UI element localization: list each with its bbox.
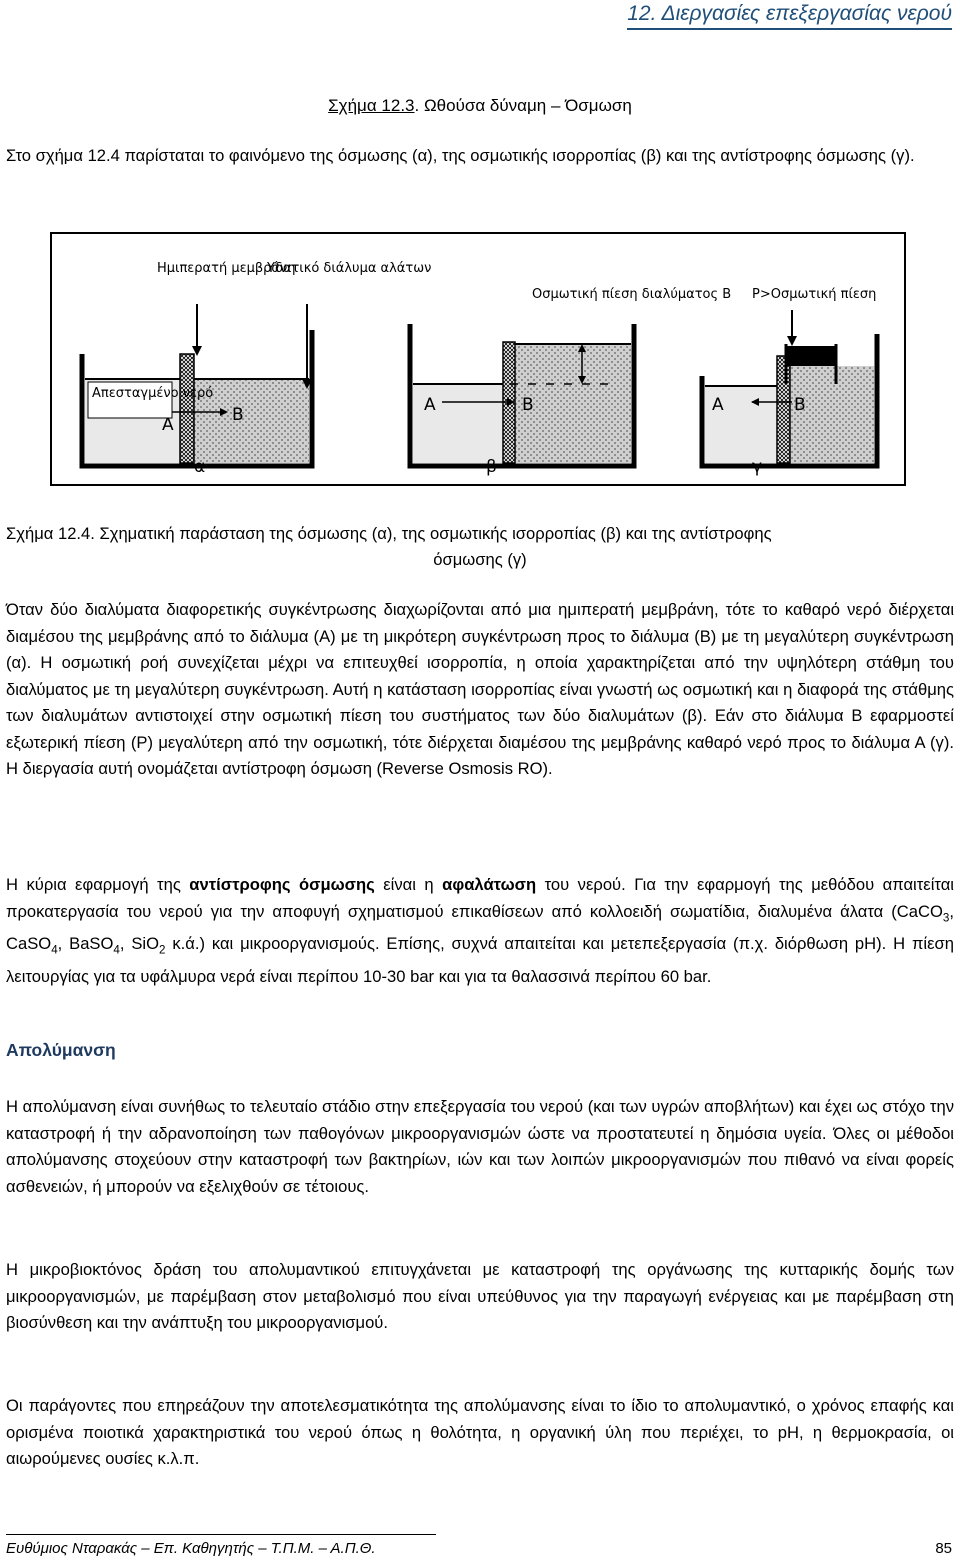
label-b-3: B [794,395,806,415]
label-b-1: B [232,405,244,425]
paragraph-ro-application [6,872,954,991]
panel-beta-label: β [486,457,497,477]
p2-text-g: , BaSO [57,934,114,954]
p2-bold-desalination: αφαλάτωση [442,875,537,894]
p2-sub-2: 4 [51,943,58,957]
figure-caption-line2: όσμωσης (γ) [433,550,527,569]
paragraph-osmosis: Όταν δύο διαλύματα διαφορετικής συγκέντρωσης διαχωρίζονται από μια ημιπερατή μεμβράνη, τότε το καθαρό νερό διέρχεται διαμέσου της μεμβράνης από το διάλυμα (Α) με τη μικρότερη συγκέντρωση προς το διάλυμα (Β) με τη μεγαλύτερη συγκέντρωση (α). Η οσμωτική ροή συνεχίζεται μέχρι να επιτευχθεί ισορροπία, η οποία χαρακτηρίζεται από την υψηλότερη στάθμη του διαλύματος με τη μεγαλύτερη συγκέντρωση. Αυτή η κατάσταση ισορροπίας είναι γνωστή ως οσμωτική και η διαφορά της στάθμης των διαλυμάτων αντιστοιχεί στην οσμωτική πίεση του συστήματος των δύο διαλυμάτων (β). Εάν στο διάλυμα Β εφαρμοστεί εξωτερική πίεση (P) μεγαλύτερη από την οσμωτική, τότε διέρχεται διαμέσου της μεμβράνης καθαρό νερό προς το διάλυμα Α (γ). Η διεργασία αυτή ονομάζεται αντίστροφη όσμωση (Reverse Osmosis RO). [6,600,954,778]
p2-text-h: , SiO [119,934,160,954]
figure-caption [6,521,954,573]
p2-text-f: , CaSO [6,901,954,954]
panel-beta [410,287,731,477]
page-number: 85 [935,1540,952,1557]
chapter-header-title: 12. Διεργασίες επεξεργασίας νερού [627,2,952,30]
p2-bold-ro: αντίστροφης όσμωσης [189,875,375,894]
panel-alpha-label: α [194,457,206,477]
footer-divider [6,1534,436,1535]
label-a-2: A [424,395,436,415]
p-greater-label: P>Οσμωτική πίεση [752,287,877,302]
osmosis-diagram [52,234,904,484]
p2-text-a: Η κύρια εφαρμογή της [6,875,190,894]
osmotic-pressure-label: Οσμωτική πίεση διαλύματος Β [532,287,732,302]
p2-text-i: κ.ά.) και μικροοργανισμούς. Επίσης, συχνά απαιτείται και μετεπεξεργασία (π.χ. διόρθωση pH). Η πίεση λειτουργίας για τα υφάλμυρα νερά είναι περίπου 10-30 bar και για τα θαλασσινά περίπου 60 bar. [6,934,954,987]
distilled-water-label: Απεσταγμένο νερό [92,386,214,401]
membrane-label: Ημιπερατή μεμβράνη [157,261,296,276]
p2-text-e: του νερού. Για την εφαρμογή της μεθόδου απαιτείται προκατεργασία του νερού για την αποφυγή σχηματισμού επικαθίσεων από κολλοειδή σωματίδια, διαλυμένα άλατα (CaCO [6,875,954,921]
previous-figure-caption [0,96,960,116]
figure-caption-line1: Σχήμα 12.4. Σχηματική παράσταση της όσμωσης (α), της οσμωτικής ισορροπίας (β) και της αντίστροφης [6,524,772,543]
intro-paragraph: Στο σχήμα 12.4 παρίσταται το φαινόμενο της όσμωσης (α), της οσμωτικής ισορροπίας (β) και της αντίστροφης όσμωσης (γ). [6,146,915,165]
panel-gamma-label: γ [752,457,763,477]
osmosis-figure [50,232,906,486]
paragraph-biocidal-action: Η μικροβιοκτόνος δράση του απολυμαντικού επιτυγχάνεται με καταστροφή της οργάνωσης της κυτταρικής δομής των μικροοργανισμών, με παρέμβαση στον μεταβολισμό που είναι υπεύθυνος για την παραγωγή ενέργειας και με παρέμβαση στη βιοσύνθεση και την ανάπτυξη του μικροοργανισμού. [6,1260,954,1332]
label-a-1: A [162,415,174,435]
previous-figure-title: . Ωθούσα δύναμη – Όσμωση [414,96,632,115]
label-b-2: B [522,395,534,415]
paragraph-disinfection: Η απολύμανση είναι συνήθως το τελευταίο στάδιο στην επεξεργασία του νερού (και των υγρών αποβλήτων) και έχει ως στόχο την καταστροφή ή την αδρανοποίηση των παθογόνων μικροοργανισμών ώστε να προστατευτεί η δημόσια υγεία. Όλες οι μέθοδοι απολύμανσης στοχεύουν στην καταστροφή των βακτηρίων, ιών και των λοιπών μικροοργανισμών που πιθανό να είναι φορείς ασθενειών, ή μπορούν να εξελιχθούν σε τέτοιους. [6,1097,954,1196]
p2-sub-3: 4 [113,943,120,957]
section-heading-disinfection: Απολύμανση [6,1040,116,1060]
solution-label: Υδατικό διάλυμα αλάτων [267,261,432,276]
panel-gamma [702,287,877,477]
panel-alpha [82,261,431,477]
p2-text-c: είναι η [374,875,443,894]
p2-sub-4: 2 [159,943,166,957]
figure-reference-link[interactable]: Σχήμα 12.3 [328,96,415,115]
paragraph-factors: Οι παράγοντες που επηρεάζουν την αποτελεσματικότητα της απολύμανσης είναι το ίδιο το απολυμαντικό, ο χρόνος επαφής και ορισμένα ποιοτικά χαρακτηριστικά του νερού όπως η θολότητα, η οργανική ύλη που περιέχει, το pH, η θερμοκρασία, οι αιωρούμενες ουσίες κ.λ.π. [6,1396,954,1468]
p2-sub-1: 3 [942,910,950,924]
footer-author: Ευθύμιος Νταρακάς – Επ. Καθηγητής – Τ.Π.Μ. – Α.Π.Θ. [6,1540,376,1557]
label-a-3: A [712,395,724,415]
